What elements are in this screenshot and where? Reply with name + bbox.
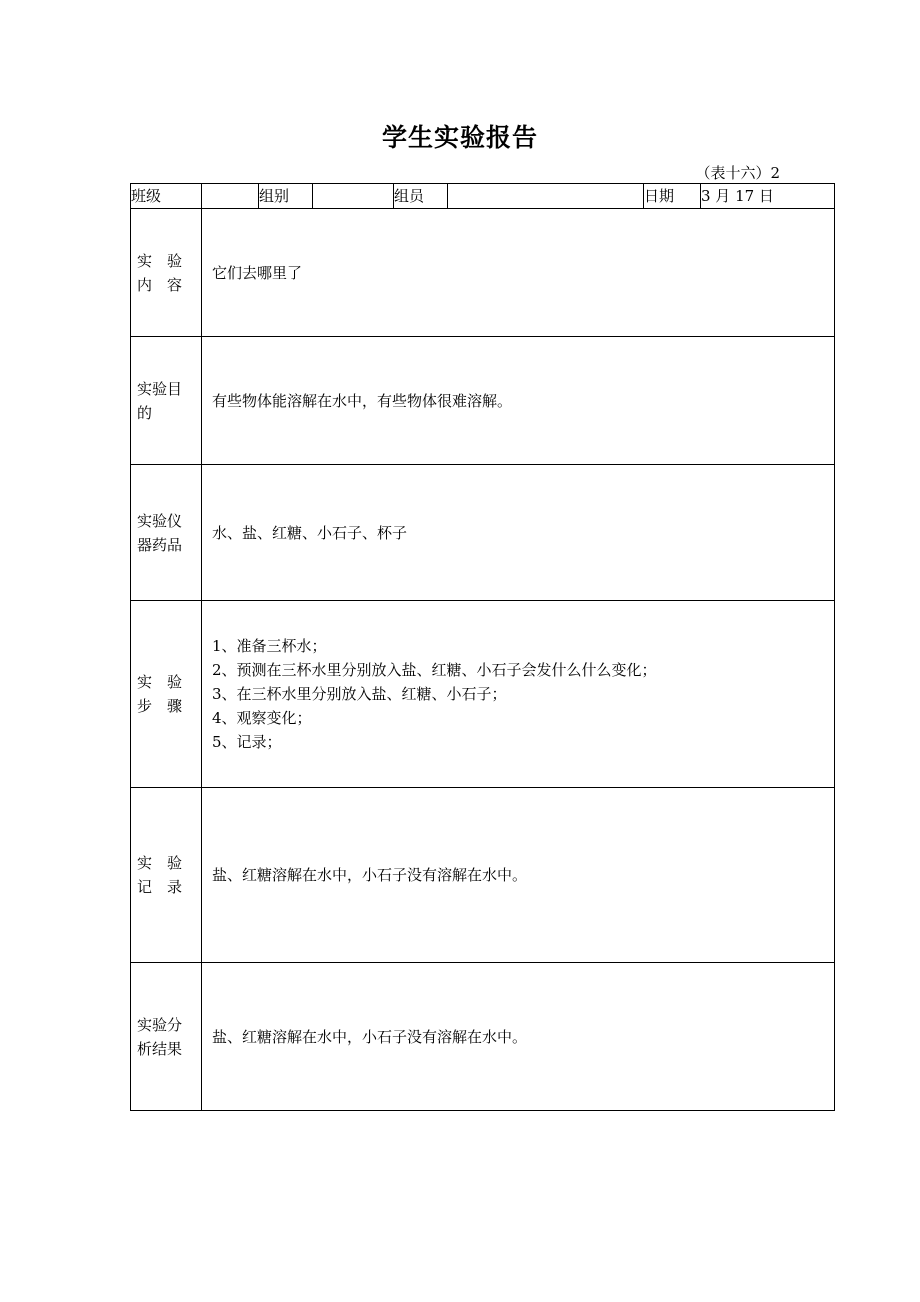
page-title: 学生实验报告 [381,123,538,152]
record-label [131,788,202,963]
analysis-label-line-2: 析结果 [137,1039,183,1058]
date-value: 3 月 17 日 [701,184,835,209]
header-row [131,184,835,209]
steps-label-line-2: 步 骤 [137,697,183,715]
materials-text: 水、盐、红糖、小石子、杯子 [202,465,835,601]
record-label-line-2: 记 录 [137,878,183,896]
class-label: 班级 [131,184,202,209]
purpose-text: 有些物体能溶解在水中，有些物体很难溶解。 [202,337,835,465]
materials-label-line-1: 实验仪 [137,511,183,530]
step-item: 2、预测在三杯水里分别放入盐、红糖、小石子会发什么什么变化； [212,661,657,679]
record-text: 盐、红糖溶解在水中，小石子没有溶解在水中。 [202,788,835,963]
group-value [313,184,394,209]
record-row [131,788,835,963]
materials-label-line-2: 器药品 [137,535,183,554]
content-label-line-1: 实 验 [137,251,183,270]
analysis-text: 盐、红糖溶解在水中，小石子没有溶解在水中。 [202,963,835,1111]
record-label-line-1: 实 验 [137,854,183,872]
members-label: 组员 [394,184,448,209]
purpose-label-line-2: 的 [137,403,153,422]
report-table [130,183,835,1111]
step-item: 5、记录； [212,733,282,751]
content-label-line-2: 内 容 [137,275,183,294]
materials-row [131,465,835,601]
content-text: 它们去哪里了 [202,209,835,337]
step-item: 3、在三杯水里分别放入盐、红糖、小石子； [212,685,507,703]
purpose-label-line-1: 实验目 [137,379,183,398]
analysis-label [131,963,202,1111]
analysis-label-line-1: 实验分 [137,1015,183,1034]
date-label: 日期 [644,184,701,209]
steps-label-line-1: 实 验 [137,673,183,691]
table-number: （表十六）2 [695,164,780,182]
steps-row [131,601,835,788]
content-label [131,209,202,337]
members-value [448,184,644,209]
group-label: 组别 [259,184,313,209]
materials-label [131,465,202,601]
analysis-row [131,963,835,1111]
steps-list [202,601,835,788]
class-value [202,184,259,209]
step-item: 1、准备三杯水； [212,637,327,655]
purpose-label [131,337,202,465]
steps-label [131,601,202,788]
content-row [131,209,835,337]
step-item: 4、观察变化； [212,709,312,727]
purpose-row [131,337,835,465]
